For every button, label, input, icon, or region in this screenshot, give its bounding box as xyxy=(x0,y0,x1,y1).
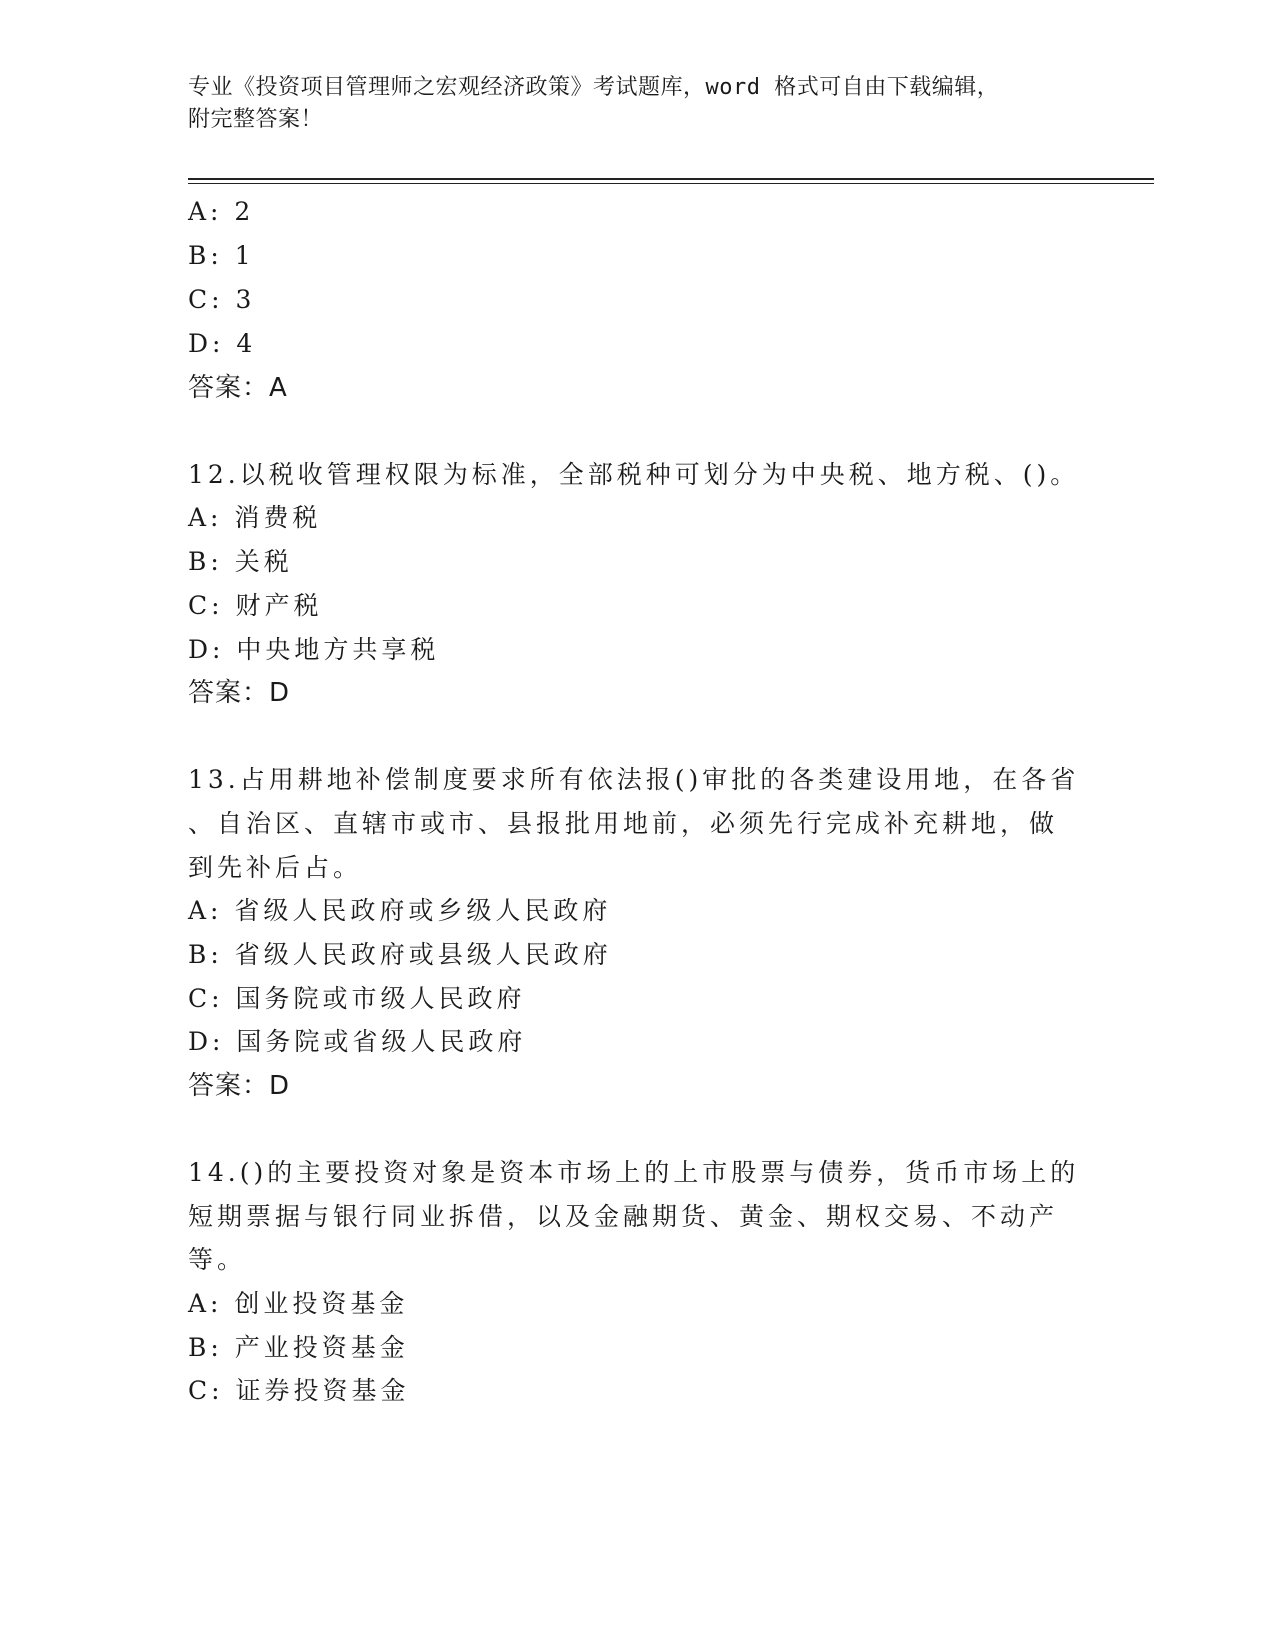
q14-question-line-2: 短期票据与银行同业拆借，以及金融期货、黄金、期权交易、不动产 xyxy=(188,1202,1059,1231)
q13-option-d: D: 国务院或省级人民政府 xyxy=(188,1027,527,1056)
q13-option-a: A: 省级人民政府或乡级人民政府 xyxy=(188,896,612,925)
q13-option-c: C: 国务院或市级人民政府 xyxy=(188,984,526,1013)
q12-option-d: D: 中央地方共享税 xyxy=(188,635,440,664)
document-header xyxy=(188,72,1068,136)
q14-option-c: C: 证券投资基金 xyxy=(188,1376,410,1405)
q12-question: 12.以税收管理权限为标准，全部税种可划分为中央税、地方税、()。 xyxy=(188,460,1080,489)
header-line-2: 附完整答案！ xyxy=(188,107,324,132)
q12-answer: 答案：D xyxy=(188,678,291,708)
q11-option-a: A: 2 xyxy=(188,197,255,226)
q12-option-a: A: 消费税 xyxy=(188,503,322,532)
q12-option-c: C: 财产税 xyxy=(188,591,323,620)
q13-question-line-1: 13.占用耕地补偿制度要求所有依法报()审批的各类建设用地，在各省 xyxy=(188,765,1080,794)
header-divider-thin xyxy=(188,183,1154,184)
header-divider-thick xyxy=(188,178,1154,180)
q14-option-b: B: 产业投资基金 xyxy=(188,1333,409,1362)
q11-answer: 答案：A xyxy=(188,373,288,403)
q13-option-b: B: 省级人民政府或县级人民政府 xyxy=(188,940,612,969)
header-line-1: 专业《投资项目管理师之宏观经济政策》考试题库，word 格式可自由下载编辑， xyxy=(188,75,1000,100)
q14-question-line-1: 14.()的主要投资对象是资本市场上的上市股票与债券，货币市场上的 xyxy=(188,1158,1080,1187)
q13-question-line-2: 、自治区、直辖市或市、县报批用地前，必须先行完成补充耕地，做 xyxy=(188,809,1059,838)
q12-option-b: B: 关税 xyxy=(188,547,293,576)
q14-option-a: A: 创业投资基金 xyxy=(188,1289,409,1318)
q13-answer: 答案：D xyxy=(188,1071,291,1101)
q14-question-line-3: 等。 xyxy=(188,1245,247,1274)
q11-option-b: B: 1 xyxy=(188,241,255,270)
q11-option-c: C: 3 xyxy=(188,285,256,314)
q13-question-line-3: 到先补后占。 xyxy=(188,853,363,882)
q11-option-d: D: 4 xyxy=(188,329,257,358)
